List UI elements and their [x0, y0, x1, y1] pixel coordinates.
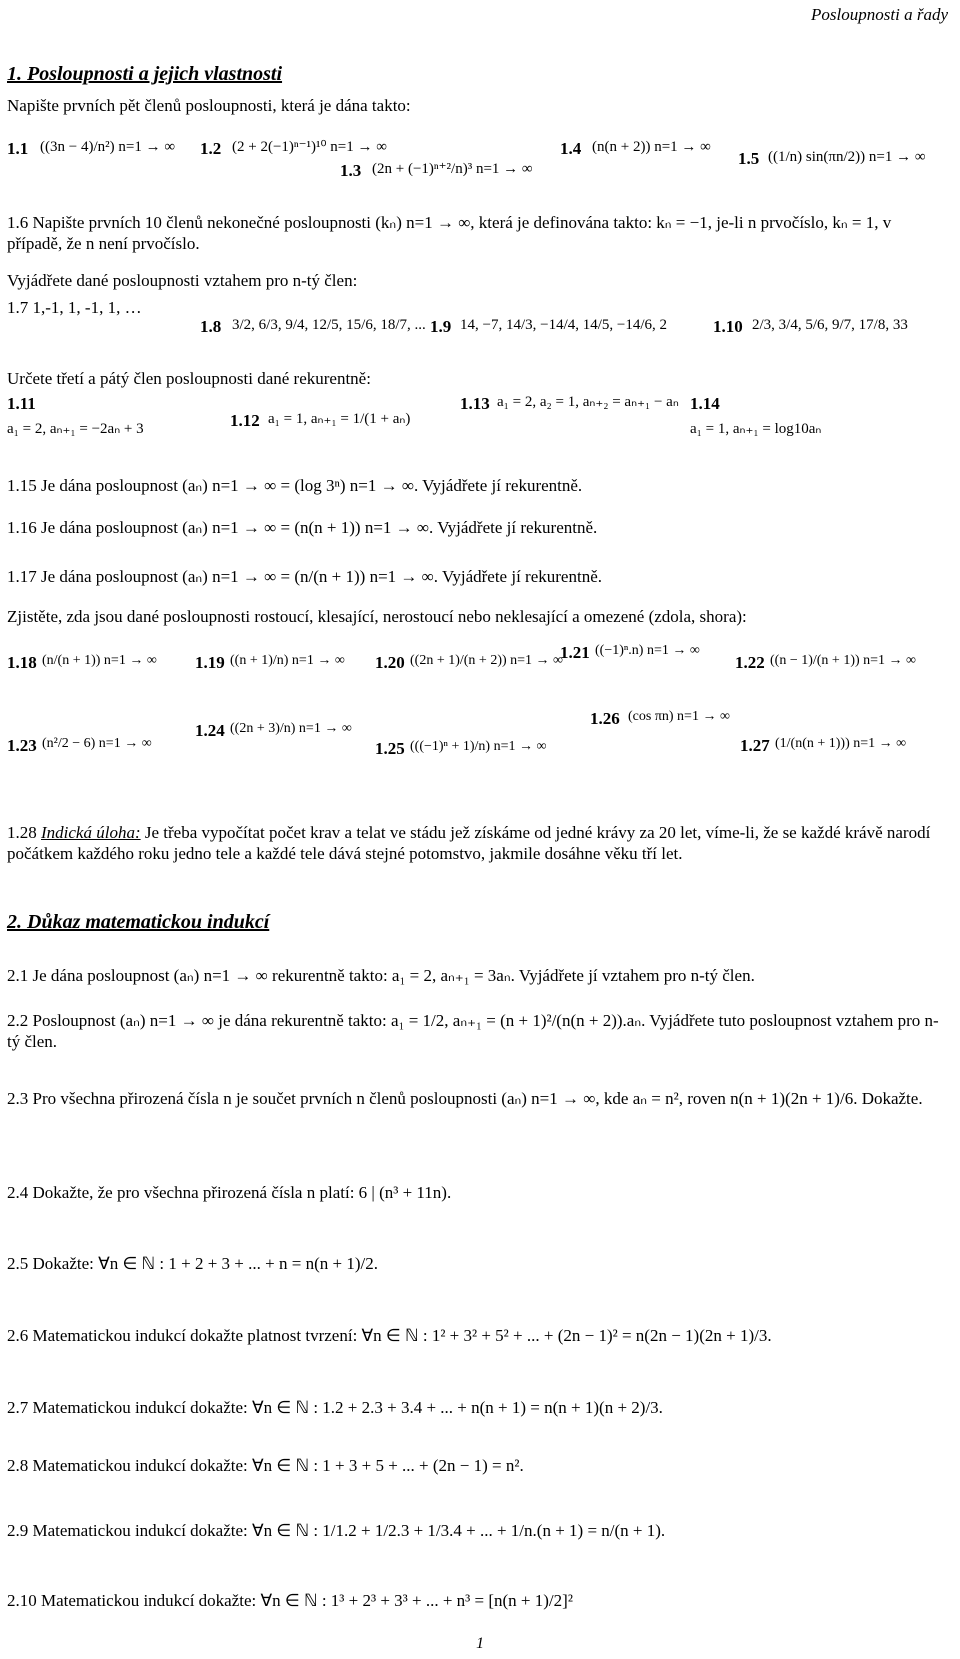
ex-1-6: 1.6 Napište prvních 10 členů nekonečné posloupnosti (kₙ) n=1 → ∞, která je definována takto: kₙ = −1, je-li n prvočíslo, kₙ = 1, v případě, že n není prvočíslo. [7, 213, 892, 254]
ex-1-2-expression: (2 + 2(−1)ⁿ⁻¹)¹⁰ n=1 → ∞ [232, 139, 387, 155]
ex-1-18-number: 1.18 [7, 653, 37, 672]
ex-1-16: 1.16 Je dána posloupnost (aₙ) n=1 → ∞ = (n(n + 1)) n=1 → ∞. Vyjádřete jí rekurentně. [7, 518, 598, 537]
ex-1-23-number: 1.23 [7, 736, 37, 755]
ex-1-18-expression: (n/(n + 1)) n=1 → ∞ [42, 653, 157, 668]
ex-2-6: 2.6 Matematickou indukcí dokažte platnost tvrzení: ∀n ∈ ℕ : 1² + 3² + 5² + ... + (2n − 1)² = n(2n − 1)(2n + 1)/3. [7, 1326, 772, 1345]
ex-1-28-label: Indická úloha: [41, 823, 141, 842]
ex-1-23-expression: (n²/2 − 6) n=1 → ∞ [42, 736, 152, 751]
ex-2-7: 2.7 Matematickou indukcí dokažte: ∀n ∈ ℕ : 1.2 + 2.3 + 3.4 + ... + n(n + 1) = n(n + 1)(n + 2)/3. [7, 1398, 663, 1417]
ex-1-14-number: 1.14 [690, 394, 720, 413]
ex-1-9-expression: 14, −7, 14/3, −14/4, 14/5, −14/6, 2 [460, 317, 668, 333]
ex-2-3: 2.3 Pro všechna přirozená čísla n je součet prvních n členů posloupnosti (aₙ) n=1 → ∞, kde aₙ = n², roven n(n + 1)(2n + 1)/6. Dokažte. [7, 1089, 923, 1108]
ex-1-11-number: 1.11 [7, 394, 36, 413]
ex-1-13-number: 1.13 [460, 394, 490, 413]
ex-1-12-number: 1.12 [230, 411, 260, 430]
ex-1-22-number: 1.22 [735, 653, 765, 672]
intro-recurrent: Určete třetí a pátý člen posloupnosti dané rekurentně: [7, 369, 371, 388]
ex-1-5-number: 1.5 [738, 149, 760, 168]
intro-first-five-terms: Napište prvních pět členů posloupnosti, která je dána takto: [7, 96, 411, 115]
ex-2-5: 2.5 Dokažte: ∀n ∈ ℕ : 1 + 2 + 3 + ... + n = n(n + 1)/2. [7, 1254, 378, 1273]
section-1-title: 1. Posloupnosti a jejich vlastnosti [7, 63, 283, 85]
ex-1-10-expression: 2/3, 3/4, 5/6, 9/7, 17/8, 33 [752, 317, 908, 333]
ex-1-12-expression: a₁ = 1, aₙ₊₁ = 1/(1 + aₙ) [268, 411, 411, 427]
ex-1-7: 1.7 1,-1, 1, -1, 1, … [7, 298, 142, 317]
ex-1-10-number: 1.10 [713, 317, 743, 336]
ex-1-11-expression: a₁ = 2, aₙ₊₁ = −2aₙ + 3 [7, 421, 144, 437]
running-header: Posloupnosti a řady [811, 5, 948, 24]
ex-1-28-text: Je třeba vypočítat počet krav a telat ve stádu jež získáme od jedné krávy za 20 let, víme-li, že se každé krávě narodí počátkem každého roku jedno tele a každé tele dává stejné potomstvo, jakmile dosáhne věku tří let. [7, 823, 931, 864]
ex-1-25-expression: (((−1)ⁿ + 1)/n) n=1 → ∞ [410, 739, 547, 754]
ex-1-4-number: 1.4 [560, 139, 582, 158]
ex-1-27-expression: (1/(n(n + 1))) n=1 → ∞ [775, 736, 907, 751]
ex-1-3-number: 1.3 [340, 161, 362, 180]
ex-1-24-expression: ((2n + 3)/n) n=1 → ∞ [230, 721, 352, 736]
ex-1-8-expression: 3/2, 6/3, 9/4, 12/5, 15/6, 18/7, ... [232, 317, 426, 333]
ex-1-13-expression: a₁ = 2, a₂ = 1, aₙ₊₂ = aₙ₊₁ − aₙ [497, 394, 679, 410]
intro-monotonic: Zjistěte, zda jsou dané posloupnosti rostoucí, klesající, nerostoucí nebo neklesající a omezené (zdola, shora): [7, 607, 747, 626]
intro-nth-term: Vyjádřete dané posloupnosti vztahem pro n-tý člen: [7, 271, 358, 290]
ex-1-28-number: 1.28 [7, 823, 37, 842]
ex-2-1: 2.1 Je dána posloupnost (aₙ) n=1 → ∞ rekurentně takto: a₁ = 2, aₙ₊₁ = 3aₙ. Vyjádřete jí vztahem pro n-tý člen. [7, 966, 755, 985]
ex-1-8-number: 1.8 [200, 317, 222, 336]
ex-2-2: 2.2 Posloupnost (aₙ) n=1 → ∞ je dána rekurentně takto: a₁ = 1/2, aₙ₊₁ = (n + 1)²/(n(n + 2)).aₙ. Vyjádřete tuto posloupnost vztahem pro n-tý člen. [7, 1011, 939, 1052]
ex-1-1-number: 1.1 [7, 139, 29, 158]
ex-1-28 [7, 822, 947, 865]
ex-1-3-expression: (2n + (−1)ⁿ⁺²/n)³ n=1 → ∞ [372, 161, 533, 177]
ex-1-20-number: 1.20 [375, 653, 405, 672]
page-number: 1 [476, 1635, 484, 1652]
ex-1-5-expression: ((1/n) sin(πn/2)) n=1 → ∞ [768, 149, 926, 165]
ex-1-4-expression: (n(n + 2)) n=1 → ∞ [592, 139, 711, 155]
ex-1-15: 1.15 Je dána posloupnost (aₙ) n=1 → ∞ = (log 3ⁿ) n=1 → ∞. Vyjádřete jí rekurentně. [7, 476, 583, 495]
ex-2-9: 2.9 Matematickou indukcí dokažte: ∀n ∈ ℕ : 1/1.2 + 1/2.3 + 1/3.4 + ... + 1/n.(n + 1) = n/(n + 1). [7, 1521, 666, 1540]
ex-2-4: 2.4 Dokažte, že pro všechna přirozená čísla n platí: 6 | (n³ + 11n). [7, 1183, 452, 1202]
ex-1-21-expression: ((−1)ⁿ.n) n=1 → ∞ [595, 643, 700, 658]
ex-1-1-expression: ((3n − 4)/n²) n=1 → ∞ [40, 139, 176, 155]
ex-1-19-number: 1.19 [195, 653, 225, 672]
ex-1-9-number: 1.9 [430, 317, 452, 336]
ex-1-25-number: 1.25 [375, 739, 405, 758]
ex-1-17: 1.17 Je dána posloupnost (aₙ) n=1 → ∞ = (n/(n + 1)) n=1 → ∞. Vyjádřete jí rekurentně. [7, 567, 602, 586]
ex-2-8: 2.8 Matematickou indukcí dokažte: ∀n ∈ ℕ : 1 + 3 + 5 + ... + (2n − 1) = n². [7, 1456, 524, 1475]
ex-1-24-number: 1.24 [195, 721, 225, 740]
ex-1-26-number: 1.26 [590, 709, 620, 728]
ex-1-20-expression: ((2n + 1)/(n + 2)) n=1 → ∞ [410, 653, 564, 668]
ex-1-14-expression: a₁ = 1, aₙ₊₁ = log10aₙ [690, 421, 822, 437]
ex-1-21-number: 1.21 [560, 643, 590, 662]
ex-1-22-expression: ((n − 1)/(n + 1)) n=1 → ∞ [770, 653, 917, 668]
ex-1-27-number: 1.27 [740, 736, 770, 755]
ex-1-2-number: 1.2 [200, 139, 222, 158]
section-2-title: 2. Důkaz matematickou indukcí [7, 911, 270, 933]
ex-1-26-expression: (cos πn) n=1 → ∞ [628, 709, 730, 724]
ex-1-19-expression: ((n + 1)/n) n=1 → ∞ [230, 653, 345, 668]
ex-2-10: 2.10 Matematickou indukcí dokažte: ∀n ∈ ℕ : 1³ + 2³ + 3³ + ... + n³ = [n(n + 1)/2]² [7, 1591, 573, 1610]
